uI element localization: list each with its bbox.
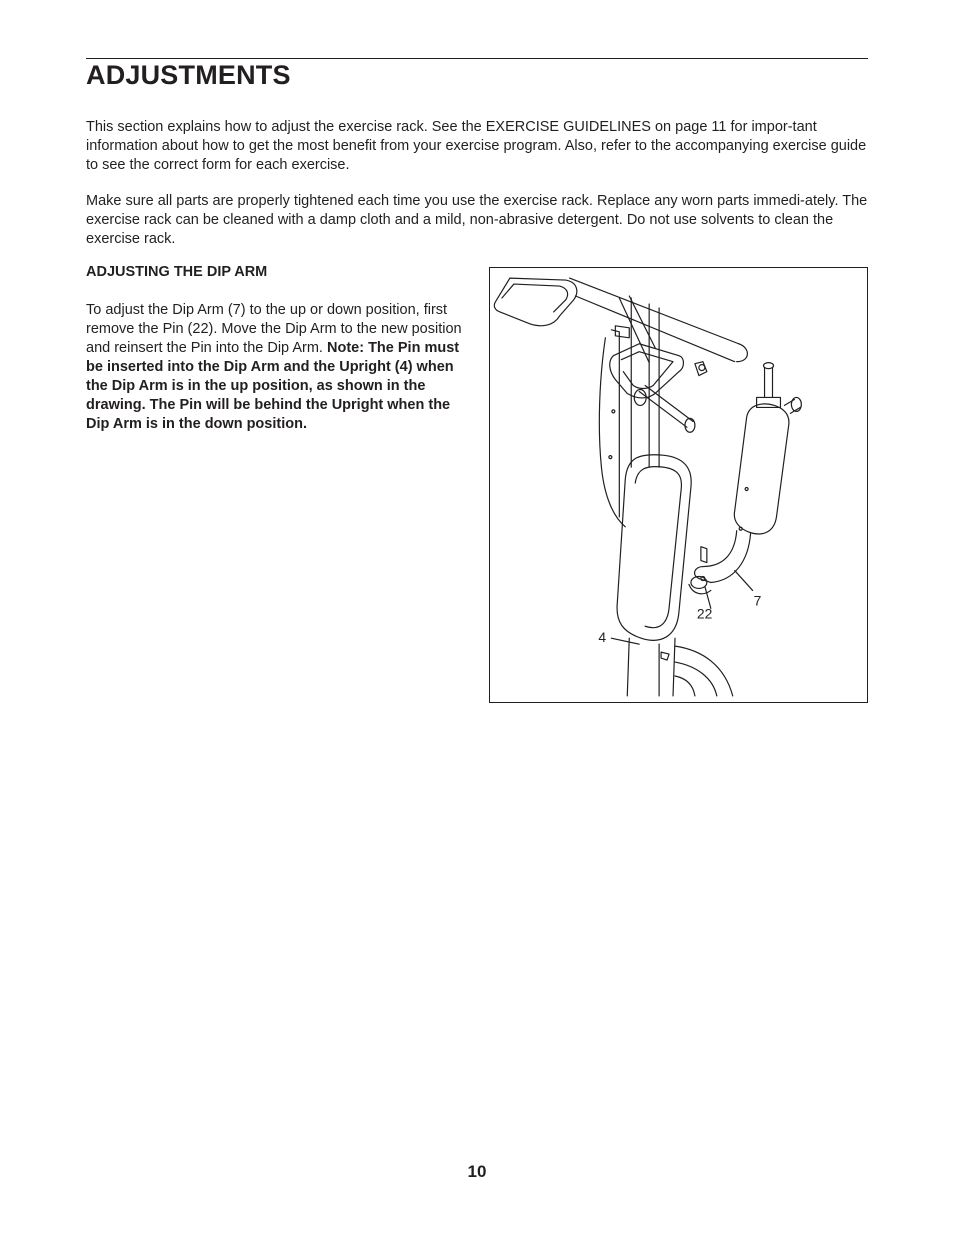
page-title: ADJUSTMENTS (86, 60, 291, 90)
header-rule (86, 58, 868, 59)
dip-arm-body-text: To adjust the Dip Arm (7) to the up or down position, first remove the Pin (22). Move the Dip Arm to the new position and reinsert the Pin into the Dip Arm. (86, 302, 462, 356)
dip-arm-note: Note: The Pin must be inserted into the Dip Arm and the Upright (4) when the Dip Arm is in the up position, as shown in the drawing. The Pin will be behind the Upright when the Dip Arm is in the down position. (86, 340, 460, 432)
callout-label-pin: 22 (696, 605, 713, 622)
cross-handles-shape (610, 344, 707, 433)
callout-label-dip-arm: 7 (753, 592, 762, 609)
intro-paragraph-2: Make sure all parts are properly tightened each time you use the exercise rack. Replace any worn parts immedi-ately. The exercise rack can be cleaned with a damp cloth and a mild, non-abrasive detergent. Do not use solvents to clean the exercise rack. (86, 193, 868, 247)
lower-frame-shape (627, 638, 732, 696)
dip-arm-shape (689, 363, 801, 594)
dip-arm-illustration (489, 267, 868, 703)
intro-paragraph-1: This section explains how to adjust the exercise rack. See the EXERCISE GUIDELINES on page 11 for impor-tant information about how to get the most benefit from your exercise program. Also, refer to the accompanying exercise guide to see the correct form for each exercise. (86, 119, 867, 173)
callout-label-upright: 4 (598, 629, 607, 646)
dip-arm-drawing (490, 268, 867, 702)
upright-posts-shape (599, 298, 659, 527)
section-heading-dip-arm: ADJUSTING THE DIP ARM (86, 264, 268, 280)
back-pad-shape (617, 455, 691, 641)
dip-arm-instructions (86, 301, 466, 434)
top-handle-shape (494, 278, 576, 326)
page-number: 10 (467, 1162, 487, 1181)
